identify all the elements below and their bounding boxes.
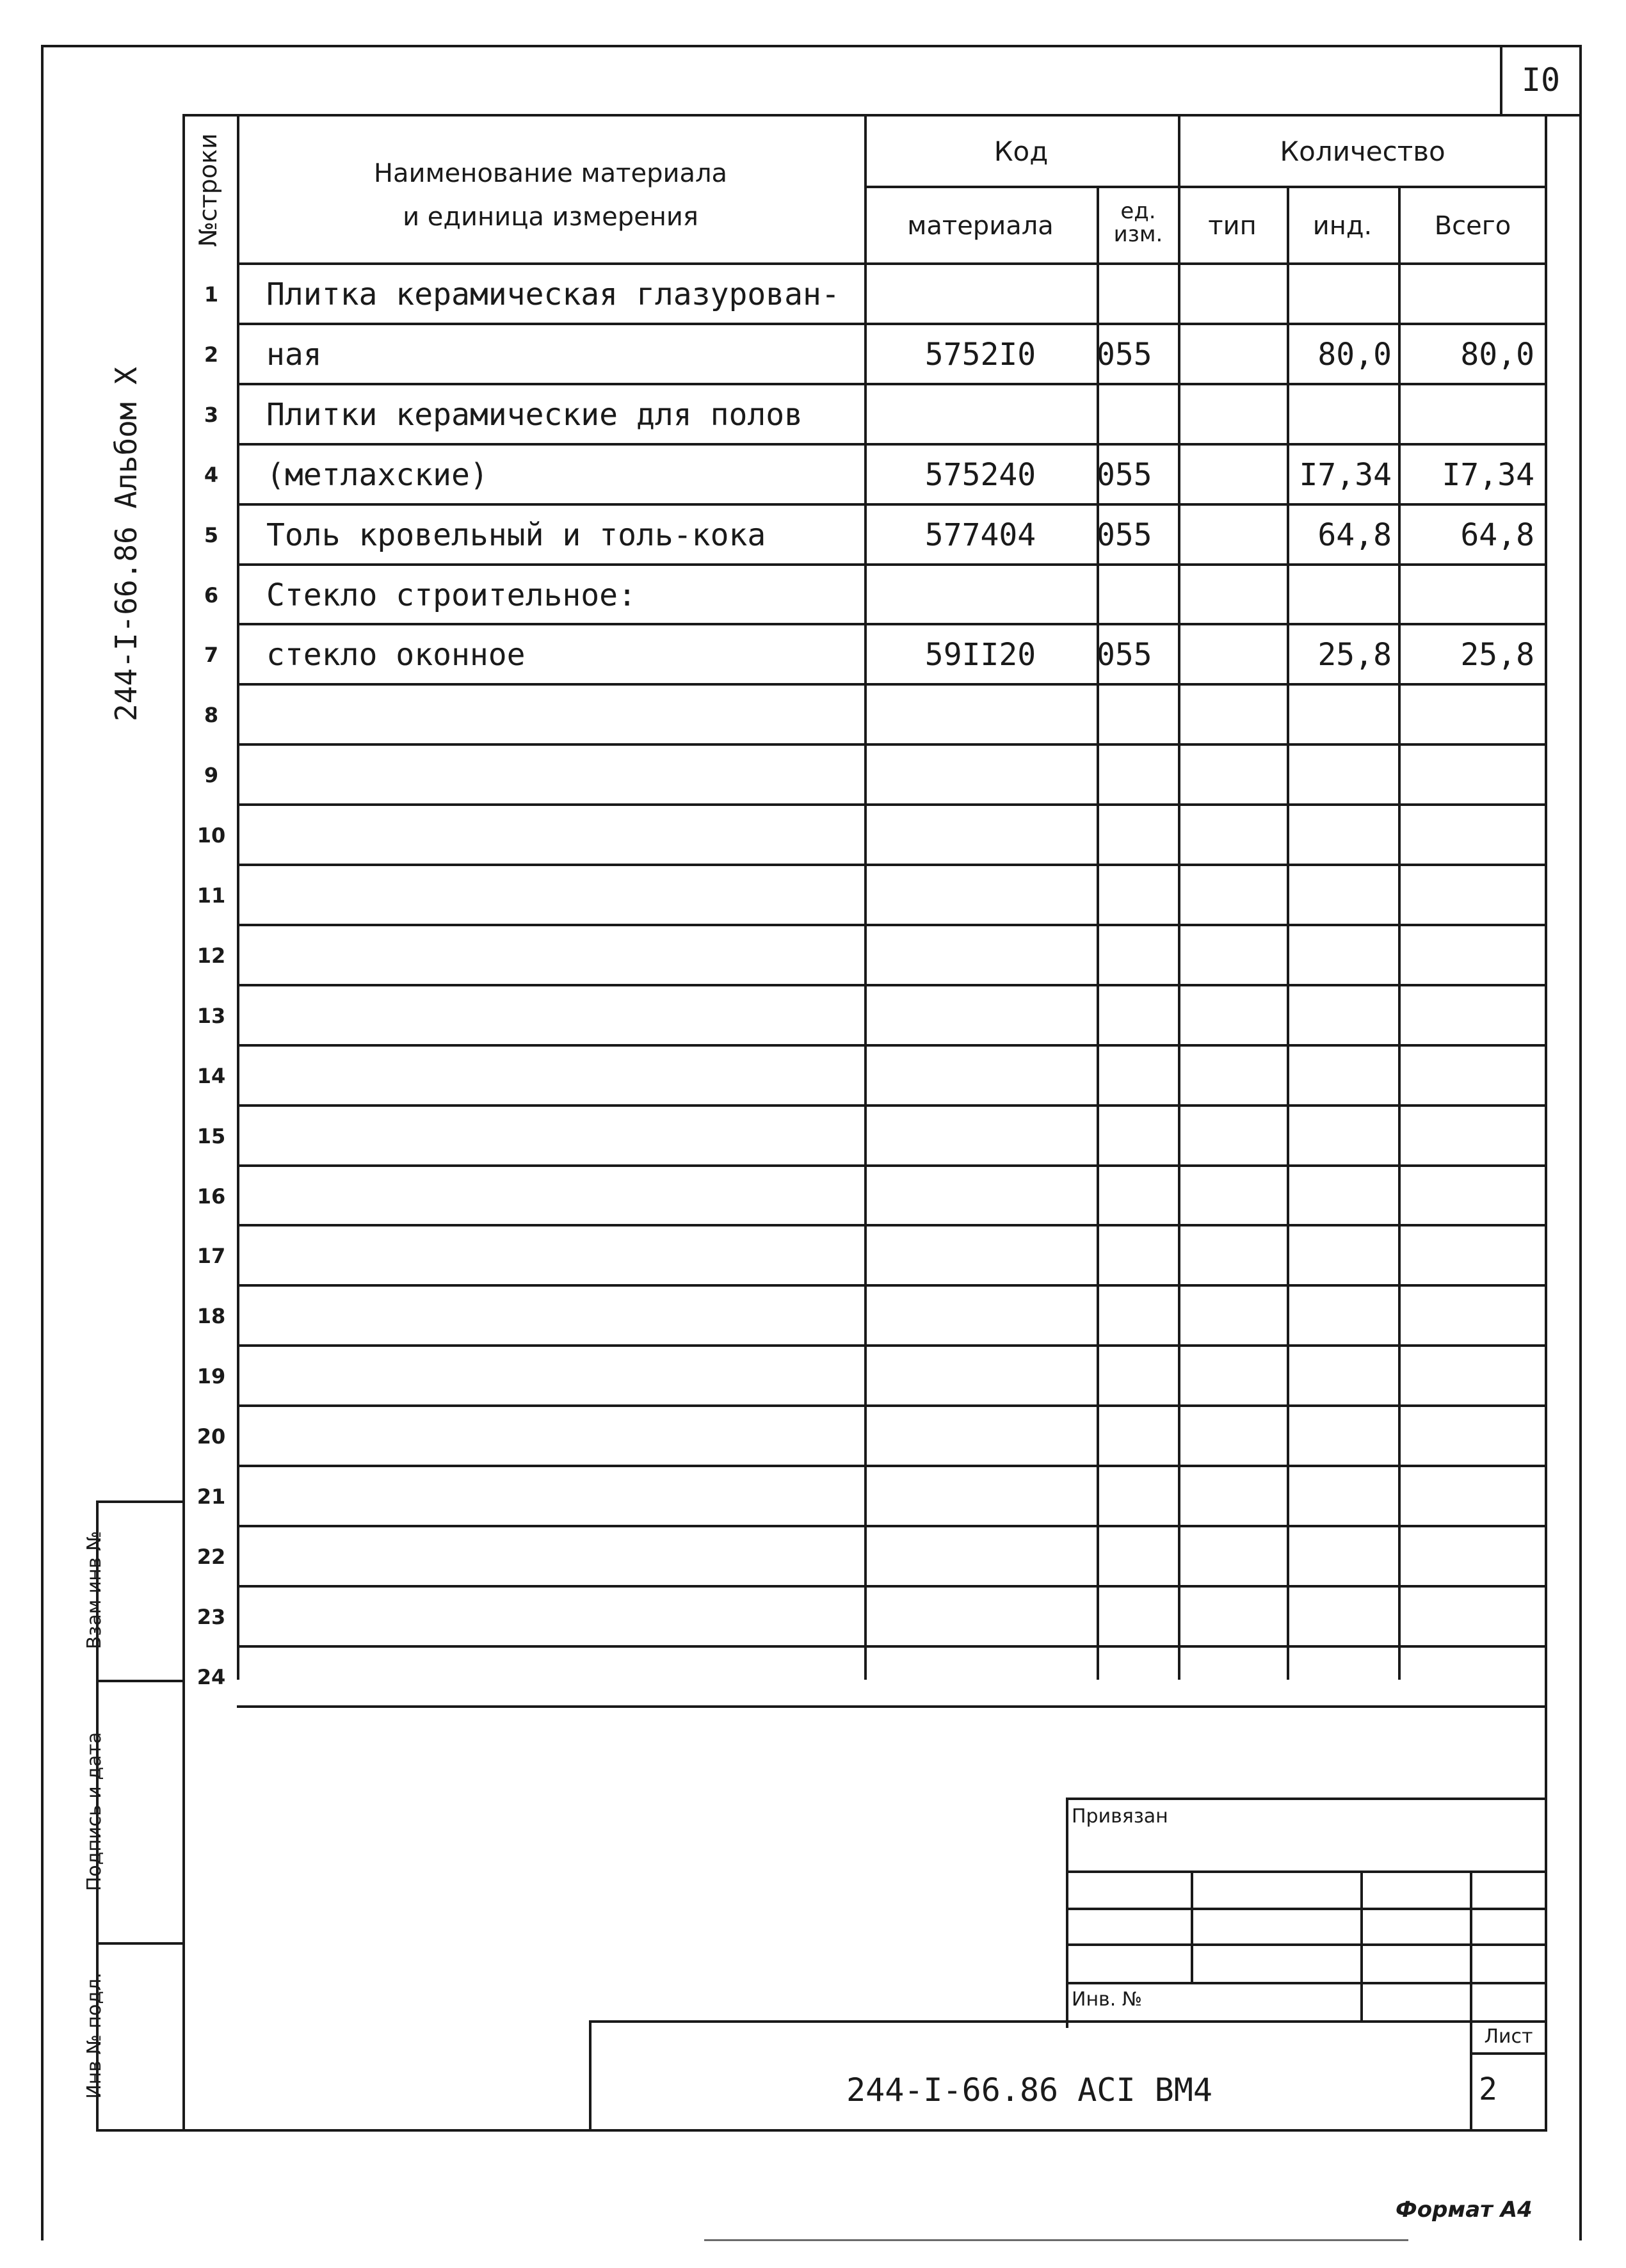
row-divider (237, 443, 1547, 446)
row-divider (237, 1465, 1547, 1467)
row-number: 3 (204, 403, 219, 427)
stamp-sheet-label-line (1470, 2052, 1547, 2055)
row-number: 13 (197, 1004, 226, 1028)
row-number: 23 (197, 1605, 226, 1629)
row-material-code (864, 1168, 1097, 1225)
row-qty-ind (1287, 567, 1398, 623)
row-qty-type (1178, 326, 1287, 383)
row-qty-ind (1287, 266, 1398, 323)
margin-line-1 (96, 1500, 185, 1503)
row-divider (237, 1585, 1547, 1588)
row-qty-ind (1287, 1348, 1398, 1404)
row-divider (237, 1344, 1547, 1347)
row-divider (237, 1044, 1547, 1047)
row-number: 6 (204, 583, 219, 607)
stamp-line-privyazan-top (1066, 1798, 1547, 1800)
row-unit-code (1097, 1048, 1178, 1104)
row-number: 11 (197, 883, 226, 908)
row-divider (237, 683, 1547, 686)
row-material-code (864, 807, 1097, 864)
row-qty-ind (1287, 867, 1398, 924)
row-qty-total: 25,8 (1460, 637, 1534, 673)
row-material-code (864, 387, 1097, 443)
stamp-sheet-number: 2 (1479, 2071, 1497, 2107)
row-qty-total: I7,34 (1442, 457, 1534, 493)
header-code: Код (994, 136, 1049, 167)
header-name-line1: Наименование материала (373, 159, 728, 188)
row-number: 20 (197, 1424, 226, 1449)
sheet-corner-number: I0 (1521, 61, 1561, 99)
row-qty-ind (1287, 1288, 1398, 1344)
row-material-name (243, 1048, 864, 1104)
row-material-code (864, 867, 1097, 924)
margin-label-inv-podl: Инв № подл. (83, 1972, 106, 2099)
bottom-edge-line (704, 2239, 1408, 2241)
row-material-code (864, 567, 1097, 623)
row-qty-ind (1287, 1048, 1398, 1104)
row-number: 10 (197, 823, 226, 848)
row-qty-type (1178, 867, 1287, 924)
row-qty-ind (1287, 1108, 1398, 1164)
row-qty-total (1398, 1589, 1547, 1645)
row-qty-type (1178, 1649, 1287, 1705)
row-divider (237, 984, 1547, 986)
row-divider (237, 1705, 1547, 1708)
row-qty-type (1178, 1408, 1287, 1465)
row-material-name: Плитка керамическая глазурован- (266, 277, 840, 312)
row-number: 2 (204, 342, 219, 367)
row-qty-total: 80,0 (1460, 337, 1534, 373)
row-number: 21 (197, 1484, 226, 1509)
row-number: 7 (204, 643, 219, 667)
row-number: 9 (204, 763, 219, 787)
row-material-name: ная (266, 337, 322, 373)
row-material-code: 575240 (924, 457, 1036, 493)
row-qty-ind: I7,34 (1299, 457, 1392, 493)
row-qty-ind (1287, 1168, 1398, 1225)
row-material-name (243, 867, 864, 924)
row-material-name: Стекло строительное: (266, 577, 636, 613)
row-unit-code (1097, 266, 1178, 323)
row-material-name (243, 1348, 864, 1404)
row-material-code (864, 1348, 1097, 1404)
row-divider (237, 1645, 1547, 1648)
row-qty-total (1398, 1348, 1547, 1404)
row-divider (237, 924, 1547, 926)
row-material-name: (метлахские) (266, 457, 488, 493)
row-qty-total (1398, 1468, 1547, 1525)
row-qty-ind: 80,0 (1317, 337, 1392, 373)
row-unit-code (1097, 1168, 1178, 1225)
row-qty-total (1398, 1649, 1547, 1705)
margin-line-2 (96, 1680, 185, 1682)
margin-line-3 (96, 1942, 185, 1945)
row-qty-total: 64,8 (1460, 517, 1534, 553)
stamp-col-1 (1191, 1870, 1193, 1982)
row-number: 5 (204, 523, 219, 547)
row-qty-total (1398, 1228, 1547, 1284)
stamp-sheet-label: Лист (1484, 2025, 1533, 2048)
row-qty-ind: 64,8 (1317, 517, 1392, 553)
row-divider (237, 1525, 1547, 1527)
row-unit-code (1097, 747, 1178, 803)
row-qty-type (1178, 988, 1287, 1044)
header-quantity: Количество (1280, 136, 1445, 167)
row-unit-code (1097, 1468, 1178, 1525)
row-material-name: стекло оконное (266, 637, 526, 673)
row-unit-code: 055 (1097, 517, 1152, 553)
row-qty-ind (1287, 807, 1398, 864)
row-qty-type (1178, 266, 1287, 323)
row-qty-ind (1287, 747, 1398, 803)
row-qty-type (1178, 807, 1287, 864)
row-material-code (864, 747, 1097, 803)
row-qty-type (1178, 627, 1287, 683)
row-divider (237, 1104, 1547, 1107)
row-material-name (243, 1468, 864, 1525)
row-number: 19 (197, 1364, 226, 1388)
row-divider (237, 1404, 1547, 1407)
inner-frame-left (182, 114, 185, 2130)
row-material-code: 577404 (924, 517, 1036, 553)
stamp-privyazan-left (1066, 1798, 1068, 2028)
row-unit-code (1097, 1589, 1178, 1645)
stamp-line-a (1066, 1870, 1547, 1873)
stamp-col-3 (1470, 1870, 1472, 2129)
row-material-code (864, 1649, 1097, 1705)
row-divider (237, 323, 1547, 325)
row-qty-type (1178, 1468, 1287, 1525)
row-unit-code (1097, 687, 1178, 743)
row-material-name (243, 747, 864, 803)
row-divider (237, 743, 1547, 746)
row-number: 4 (204, 463, 219, 487)
row-qty-ind (1287, 928, 1398, 984)
row-qty-type (1178, 747, 1287, 803)
row-unit-code (1097, 928, 1178, 984)
row-material-name (243, 807, 864, 864)
row-material-code: 5752I0 (924, 337, 1036, 373)
row-qty-total (1398, 988, 1547, 1044)
row-material-name (243, 1529, 864, 1585)
row-qty-total (1398, 266, 1547, 323)
row-qty-ind (1287, 988, 1398, 1044)
row-number: 17 (197, 1244, 226, 1268)
row-qty-type (1178, 507, 1287, 563)
row-material-code (864, 1529, 1097, 1585)
row-unit-code (1097, 1529, 1178, 1585)
header-qty-ind: инд. (1312, 211, 1372, 241)
row-material-name (243, 1288, 864, 1344)
row-material-name (243, 687, 864, 743)
row-unit-code (1097, 1649, 1178, 1705)
row-number: 18 (197, 1304, 226, 1328)
stamp-designation-top (589, 2020, 1547, 2023)
row-number: 14 (197, 1064, 226, 1088)
format-label: Формат А4 (1396, 2197, 1533, 2223)
row-qty-total (1398, 1168, 1547, 1225)
row-material-code (864, 1589, 1097, 1645)
row-number: 12 (197, 944, 226, 968)
row-qty-type (1178, 447, 1287, 503)
margin-line-bottom (96, 2129, 1547, 2132)
row-material-code (864, 1288, 1097, 1344)
row-unit-code: 055 (1097, 457, 1152, 493)
row-divider (237, 503, 1547, 506)
row-qty-total (1398, 867, 1547, 924)
row-material-name: Толь кровельный и толь-кока (266, 517, 766, 553)
row-material-code (864, 266, 1097, 323)
row-qty-total (1398, 567, 1547, 623)
row-qty-type (1178, 1228, 1287, 1284)
row-qty-total (1398, 1048, 1547, 1104)
row-qty-total (1398, 1529, 1547, 1585)
row-unit-code (1097, 567, 1178, 623)
col-line-no (237, 114, 239, 1680)
row-material-code (864, 1468, 1097, 1525)
row-material-name: Плитки керамические для полов (266, 397, 803, 433)
row-unit-code (1097, 1228, 1178, 1284)
row-number: 1 (204, 282, 219, 307)
header-bottom-line (237, 262, 1547, 265)
row-number: 16 (197, 1184, 226, 1209)
row-divider (237, 803, 1547, 806)
header-name-line2: и единица измерения (403, 202, 698, 232)
row-material-code (864, 1048, 1097, 1104)
row-material-code (864, 1228, 1097, 1284)
row-qty-total (1398, 747, 1547, 803)
frame-right (1579, 45, 1582, 2240)
row-qty-ind (1287, 1468, 1398, 1525)
row-qty-type (1178, 928, 1287, 984)
margin-label-vzam-inv: Взам инв № (83, 1531, 106, 1650)
frame-top (41, 45, 1582, 47)
row-material-name (243, 1649, 864, 1705)
row-qty-type (1178, 1288, 1287, 1344)
row-unit-code (1097, 1108, 1178, 1164)
row-number: 24 (197, 1665, 226, 1689)
header-mid-line (864, 186, 1547, 188)
row-qty-type (1178, 1348, 1287, 1404)
stamp-col-2 (1360, 1870, 1363, 2023)
row-qty-total (1398, 687, 1547, 743)
row-material-code (864, 928, 1097, 984)
row-qty-type (1178, 1048, 1287, 1104)
frame-left (41, 45, 44, 2240)
row-qty-type (1178, 1529, 1287, 1585)
row-material-code (864, 687, 1097, 743)
stamp-inv-no: Инв. № (1072, 1988, 1143, 2011)
row-number: 8 (204, 703, 219, 727)
row-qty-ind (1287, 1649, 1398, 1705)
row-qty-total (1398, 1108, 1547, 1164)
row-qty-type (1178, 1108, 1287, 1164)
row-material-name (243, 1408, 864, 1465)
row-material-name (243, 988, 864, 1044)
row-material-name (243, 1168, 864, 1225)
row-qty-type (1178, 687, 1287, 743)
row-qty-type (1178, 1589, 1287, 1645)
row-unit-code (1097, 387, 1178, 443)
row-qty-ind (1287, 687, 1398, 743)
header-row-no: №строки (194, 133, 222, 247)
row-qty-ind: 25,8 (1317, 637, 1392, 673)
row-qty-ind (1287, 1408, 1398, 1465)
header-code-material: материала (907, 211, 1054, 241)
row-qty-ind (1287, 387, 1398, 443)
row-qty-total (1398, 807, 1547, 864)
row-divider (237, 1164, 1547, 1167)
row-number: 22 (197, 1545, 226, 1569)
row-unit-code (1097, 1288, 1178, 1344)
row-divider (237, 864, 1547, 866)
row-qty-ind (1287, 1529, 1398, 1585)
row-material-name (243, 928, 864, 984)
row-qty-ind (1287, 1228, 1398, 1284)
row-qty-total (1398, 928, 1547, 984)
row-material-name (243, 1108, 864, 1164)
row-number: 15 (197, 1124, 226, 1148)
row-divider (237, 563, 1547, 566)
row-unit-code (1097, 988, 1178, 1044)
row-unit-code (1097, 1408, 1178, 1465)
row-qty-type (1178, 567, 1287, 623)
row-divider (237, 383, 1547, 385)
header-qty-type: тип (1208, 211, 1257, 241)
row-unit-code: 055 (1097, 637, 1152, 673)
side-title: 244-I-66.86 Альбом X (109, 367, 143, 721)
row-qty-type (1178, 387, 1287, 443)
row-unit-code (1097, 807, 1178, 864)
row-unit-code: 055 (1097, 337, 1152, 373)
row-qty-total (1398, 1288, 1547, 1344)
stamp-line-b (1066, 1908, 1547, 1910)
row-qty-total (1398, 1408, 1547, 1465)
row-unit-code (1097, 1348, 1178, 1404)
row-qty-ind (1287, 1589, 1398, 1645)
row-qty-total (1398, 387, 1547, 443)
row-material-name (243, 1589, 864, 1645)
stamp-designation: 244-I-66.86 АСI ВМ4 (846, 2071, 1212, 2109)
stamp-privyazan: Привязан (1072, 1805, 1168, 1828)
row-material-code (864, 1408, 1097, 1465)
row-material-name (243, 1228, 864, 1284)
header-qty-total: Всего (1434, 211, 1511, 241)
row-unit-code (1097, 867, 1178, 924)
header-code-unit: ед. изм. (1113, 198, 1163, 247)
stamp-line-c (1066, 1943, 1547, 1946)
row-material-code (864, 1108, 1097, 1164)
row-divider (237, 1284, 1547, 1287)
row-material-code (864, 988, 1097, 1044)
row-qty-type (1178, 1168, 1287, 1225)
margin-label-sign-date: Подпись и дата (83, 1732, 106, 1892)
row-material-code: 59II20 (924, 637, 1036, 673)
stamp-line-d (1066, 1982, 1547, 1984)
